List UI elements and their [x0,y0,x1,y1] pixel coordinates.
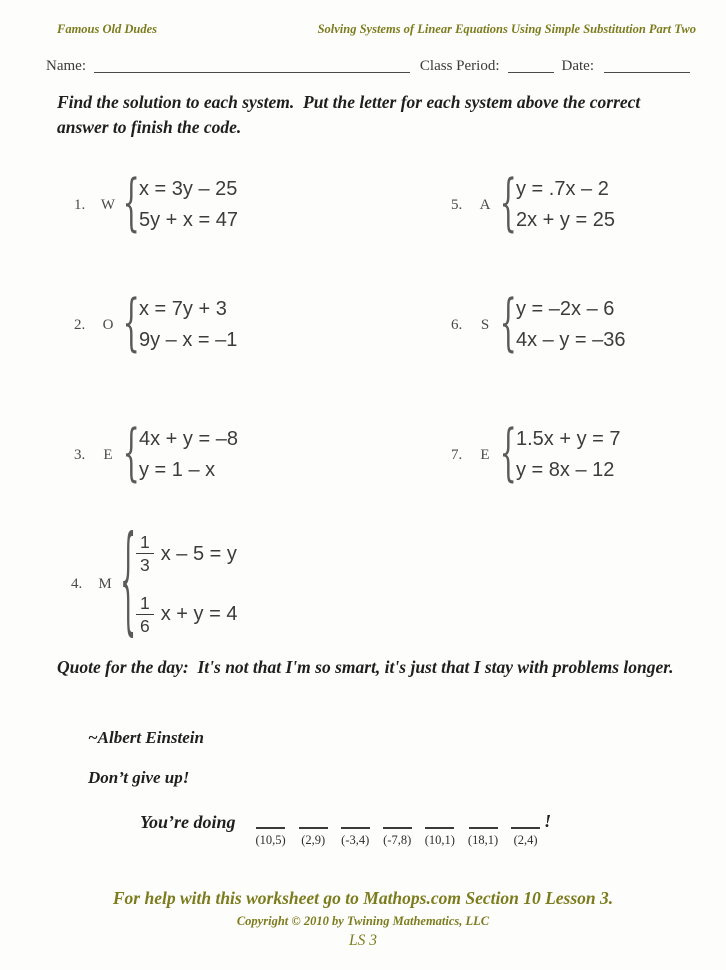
quote-attribution: ~Albert Einstein [88,728,204,747]
answer-coordinate: (2,4) [513,833,538,847]
problem-4 [71,513,238,651]
brand-title: Famous Old Dudes [57,22,158,36]
problem-6-letter: S [480,316,490,333]
answer-blank [511,812,540,829]
problem-2-number: 2. [74,316,86,333]
instructions: Find the solution to each system. Put the letter for each system above the correct answer to finish the code. [57,92,645,137]
problem-1-equation-1: x = 3y – 25 [139,178,238,200]
problem-1-letter: W [100,196,116,213]
answer-coordinate: (-7,8) [383,833,412,847]
problem-3 [74,418,238,490]
problem-3-equation-1: 4x + y = –8 [139,428,238,450]
problem-4-letter: M [98,575,112,592]
fraction [136,593,154,636]
name-line [46,57,690,75]
problem-2 [74,288,238,360]
equation-rest: x – 5 = y [160,542,237,565]
fraction-numerator: 1 [136,593,154,615]
answer-blank [341,812,370,829]
fraction-denominator: 3 [140,555,150,576]
date-label: Date: [561,58,594,74]
problem-6-equation-1: y = –2x – 6 [516,298,615,320]
system-brace-icon: { [499,168,517,240]
answer-blank [425,812,454,829]
system-brace-icon: { [122,168,140,240]
problem-5 [451,168,615,240]
answer-blank [299,812,328,829]
answer-blank [469,812,498,829]
fraction [136,532,154,575]
problem-7 [451,418,621,490]
answer-slot [256,812,286,848]
problem-2-letter: O [102,316,114,333]
system-brace-icon: { [122,418,140,490]
quote-of-the-day: Quote for the day: It's not that I'm so smart, it's just that I stay with problems longer. [57,657,674,677]
footer-help-text: For help with this worksheet go to Mathops.com Section 10 Lesson 3. [112,888,614,908]
system-brace-icon: { [499,288,517,360]
answer-coordinate: (-3,4) [341,833,370,847]
encouragement-text: Don’t give up! [88,768,190,787]
problem-7-number: 7. [451,446,463,463]
answer-coordinate: (10,1) [424,833,455,847]
answer-slot [511,812,540,848]
answer-slot [425,812,455,848]
class-period-label: Class Period: [419,58,500,74]
answer-slot [383,812,412,848]
footer-copyright: Copyright © 2010 by Twining Mathematics, LLC [236,914,490,928]
problem-1 [74,168,238,240]
answer-coordinate: (18,1) [467,833,499,847]
problem-2-equation-2: 9y – x = –1 [139,329,238,351]
problem-5-letter: A [479,196,491,213]
problem-3-letter: E [103,446,113,463]
code-prefix: You’re doing [140,812,236,832]
answer-blank [256,812,285,829]
header [57,22,696,37]
answer-slot [341,812,370,848]
problem-4-equation-1 [136,532,237,575]
fraction-denominator: 6 [140,615,150,636]
problem-6-number: 6. [451,316,463,333]
equation-rest: x + y = 4 [160,603,238,626]
problem-5-equation-2: 2x + y = 25 [516,209,615,231]
answer-code-line [140,812,551,848]
system-brace-icon: { [119,513,137,651]
system-brace-icon: { [499,418,517,490]
problem-4-number: 4. [71,575,83,592]
answer-slot [468,812,498,848]
problem-5-equation-1: y = .7x – 2 [516,178,609,200]
problem-1-number: 1. [74,196,86,213]
name-blank [94,57,410,73]
name-label: Name: [46,58,86,74]
problem-5-number: 5. [451,196,463,213]
answer-coordinate: (10,5) [255,833,286,847]
problem-4-equation-2 [136,593,237,636]
problem-6 [451,288,626,360]
fraction-numerator: 1 [136,532,154,554]
class-period-blank [508,57,554,73]
problem-1-equation-2: 5y + x = 47 [139,209,238,231]
code-suffix: ! [544,811,552,831]
answer-slot [299,812,328,848]
date-blank [604,57,690,73]
problem-7-equation-2: y = 8x – 12 [516,459,615,481]
answer-blank [383,812,412,829]
problem-2-equation-1: x = 7y + 3 [139,298,227,320]
problem-3-equation-2: y = 1 – x [139,459,216,481]
system-brace-icon: { [122,288,140,360]
problem-7-equation-1: 1.5x + y = 7 [516,428,621,450]
problem-3-number: 3. [74,446,86,463]
footer-lesson-code: LS 3 [349,932,377,949]
problem-6-equation-2: 4x – y = –36 [516,329,626,351]
worksheet-title: Solving Systems of Linear Equations Using Simple Substitution Part Two [317,22,696,36]
answer-coordinate: (2,9) [301,833,326,847]
problem-7-letter: E [480,446,490,463]
